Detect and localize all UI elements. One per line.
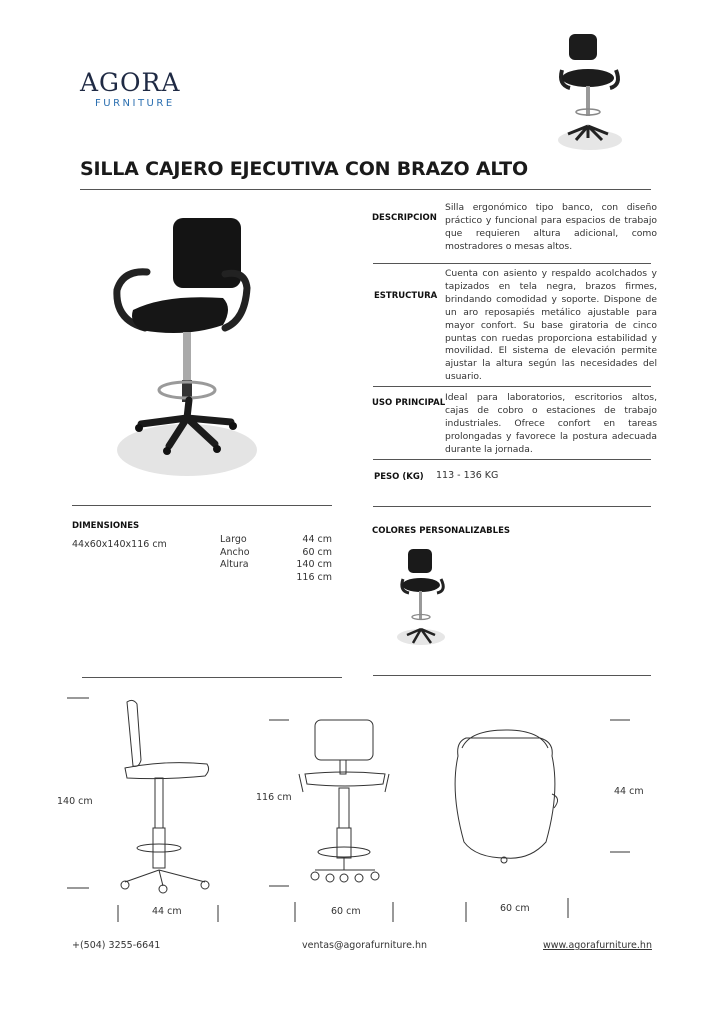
dimensions-divider [72,505,332,506]
spec-label-uso-principal: USO PRINCIPAL [372,398,446,408]
office-chair-color-swatch-icon [395,545,450,655]
front-view-height-label: 116 cm [256,792,292,803]
spec-text-descripcion: Silla ergonómico tipo banco, con diseño práctico y funcional para espacios de trabajo que requieren altura adicional, como mostradores o mesas altos. [445,202,657,252]
chair-side-view-icon [55,690,245,930]
side-view-width-label: 44 cm [152,906,182,917]
chair-top-view-icon [450,712,650,932]
dimension-row [220,547,332,560]
dimension-name: Ancho [220,546,250,558]
dimension-name: Altura [220,559,249,570]
colors-label: COLORES PERSONALIZABLES [372,526,511,536]
product-hero-image [105,210,290,490]
dimension-value: 116 cm [296,571,332,583]
title-divider [80,189,651,190]
footer-website-link[interactable]: www.agorafurniture.hn [543,940,652,951]
spec-label-peso: PESO (KG) [374,472,424,482]
side-view-drawing [55,690,245,930]
office-chair-hero-icon [105,210,290,490]
dimension-value: 44 cm [302,534,332,545]
dimensions-divider [82,677,342,678]
dimension-row [220,572,332,585]
spec-label-estructura: ESTRUCTURA [374,291,438,301]
dimensions-summary: 44x60x140x116 cm [72,539,167,550]
dimension-name: Largo [220,534,247,545]
spec-divider [373,459,651,460]
office-chair-thumbnail-icon [550,30,630,155]
dimension-value: 60 cm [302,546,332,558]
chair-front-view-icon [265,712,405,932]
spec-value-peso: 113 - 136 KG [436,470,499,481]
front-view-width-label: 60 cm [331,906,361,917]
spec-label-descripcion: DESCRIPCION [372,213,437,223]
colors-divider [373,675,651,676]
footer-email[interactable]: ventas@agorafurniture.hn [302,940,427,951]
product-thumbnail [550,30,630,155]
dimension-value: 140 cm [296,559,332,570]
dimensions-table [220,534,332,584]
spec-divider [373,263,651,264]
spec-text-uso-principal: Ideal para laboratorios, escritorios altos, cajas de cobro o estaciones de trabajo industriales. Ofrece confort en tareas prolongadas y favorece la postura adecuada durante la jornada. [445,392,657,455]
side-view-height-label: 140 cm [57,796,93,807]
top-view-width-label: 60 cm [500,903,530,914]
spec-divider [373,386,651,387]
brand-logo-name: AGORA [80,68,181,97]
dimensions-label: DIMENSIONES [72,521,140,531]
top-view-depth-label: 44 cm [614,786,644,797]
product-title: SILLA CAJERO EJECUTIVA CON BRAZO ALTO [80,158,528,180]
dimension-row [220,534,332,547]
top-view-drawing [450,712,650,932]
front-view-drawing [265,712,405,932]
color-option-black[interactable] [395,545,450,655]
brand-logo-subtitle: FURNITURE [95,98,175,109]
spec-divider [373,506,651,507]
footer-phone[interactable]: +(504) 3255-6641 [72,940,161,951]
dimension-row [220,559,332,572]
spec-text-estructura: Cuenta con asiento y respaldo acolchados y tapizados en tela negra, brazos firmes, brindando comodidad y soporte. Dispone de un aro reposapiés metálico ajustable para mayor confort. Su base giratoria de cinco puntas con ruedas proporciona estabilidad y movilidad. El sistema de elevación permite ajustar la altura según las necesidades del usuario. [445,268,657,383]
